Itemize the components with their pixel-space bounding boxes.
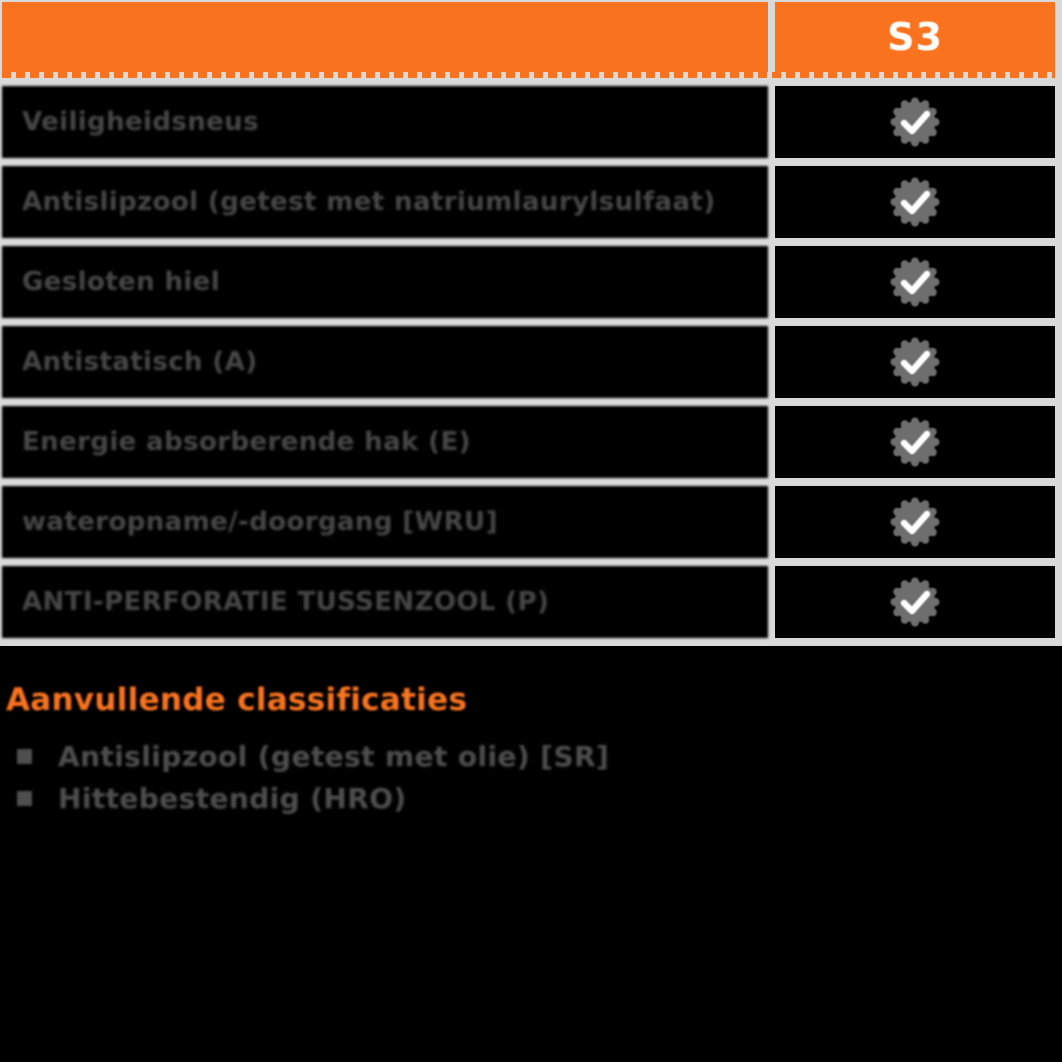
bullet-list [0, 735, 900, 819]
check-cell [775, 486, 1055, 558]
table-row [2, 566, 1055, 638]
table-header-row [2, 2, 1055, 72]
check-cell [775, 166, 1055, 238]
bullet-label: Hittebestendig (HRO) [58, 781, 407, 815]
row-label: Antislipzool (getest met natriumlaurylsulfaat) [2, 166, 768, 238]
square-bullet-icon [17, 791, 32, 806]
bullet-item [0, 735, 900, 777]
check-seal-icon [889, 496, 941, 548]
row-label: Antistatisch (A) [2, 326, 768, 398]
check-seal-icon [889, 176, 941, 228]
table-row [2, 326, 1055, 398]
s3-column-label: S3 [887, 15, 943, 59]
row-label: ANTI-PERFORATIE TUSSENZOOL (P) [2, 566, 768, 638]
square-bullet-icon [17, 749, 32, 764]
check-cell [775, 246, 1055, 318]
check-seal-icon [889, 416, 941, 468]
header-serrated-edge [2, 72, 1055, 78]
check-cell [775, 406, 1055, 478]
row-label: Energie absorberende hak (E) [2, 406, 768, 478]
row-label: Veiligheidsneus [2, 86, 768, 158]
check-seal-icon [889, 96, 941, 148]
check-seal-icon [889, 336, 941, 388]
check-seal-icon [889, 256, 941, 308]
header-spacer-cell [2, 2, 768, 72]
check-cell [775, 326, 1055, 398]
check-seal-icon [889, 576, 941, 628]
check-cell [775, 86, 1055, 158]
additional-classifications-heading: Aanvullende classificaties [6, 682, 468, 718]
table-row [2, 406, 1055, 478]
bullet-label: Antislipzool (getest met olie) [SR] [58, 739, 610, 773]
table-row [2, 486, 1055, 558]
header-s3-cell [775, 2, 1055, 72]
row-label: Gesloten hiel [2, 246, 768, 318]
table-row [2, 166, 1055, 238]
bullet-item [0, 777, 900, 819]
table-row [2, 86, 1055, 158]
table-row [2, 246, 1055, 318]
check-cell [775, 566, 1055, 638]
row-label: wateropname/-doorgang [WRU] [2, 486, 768, 558]
